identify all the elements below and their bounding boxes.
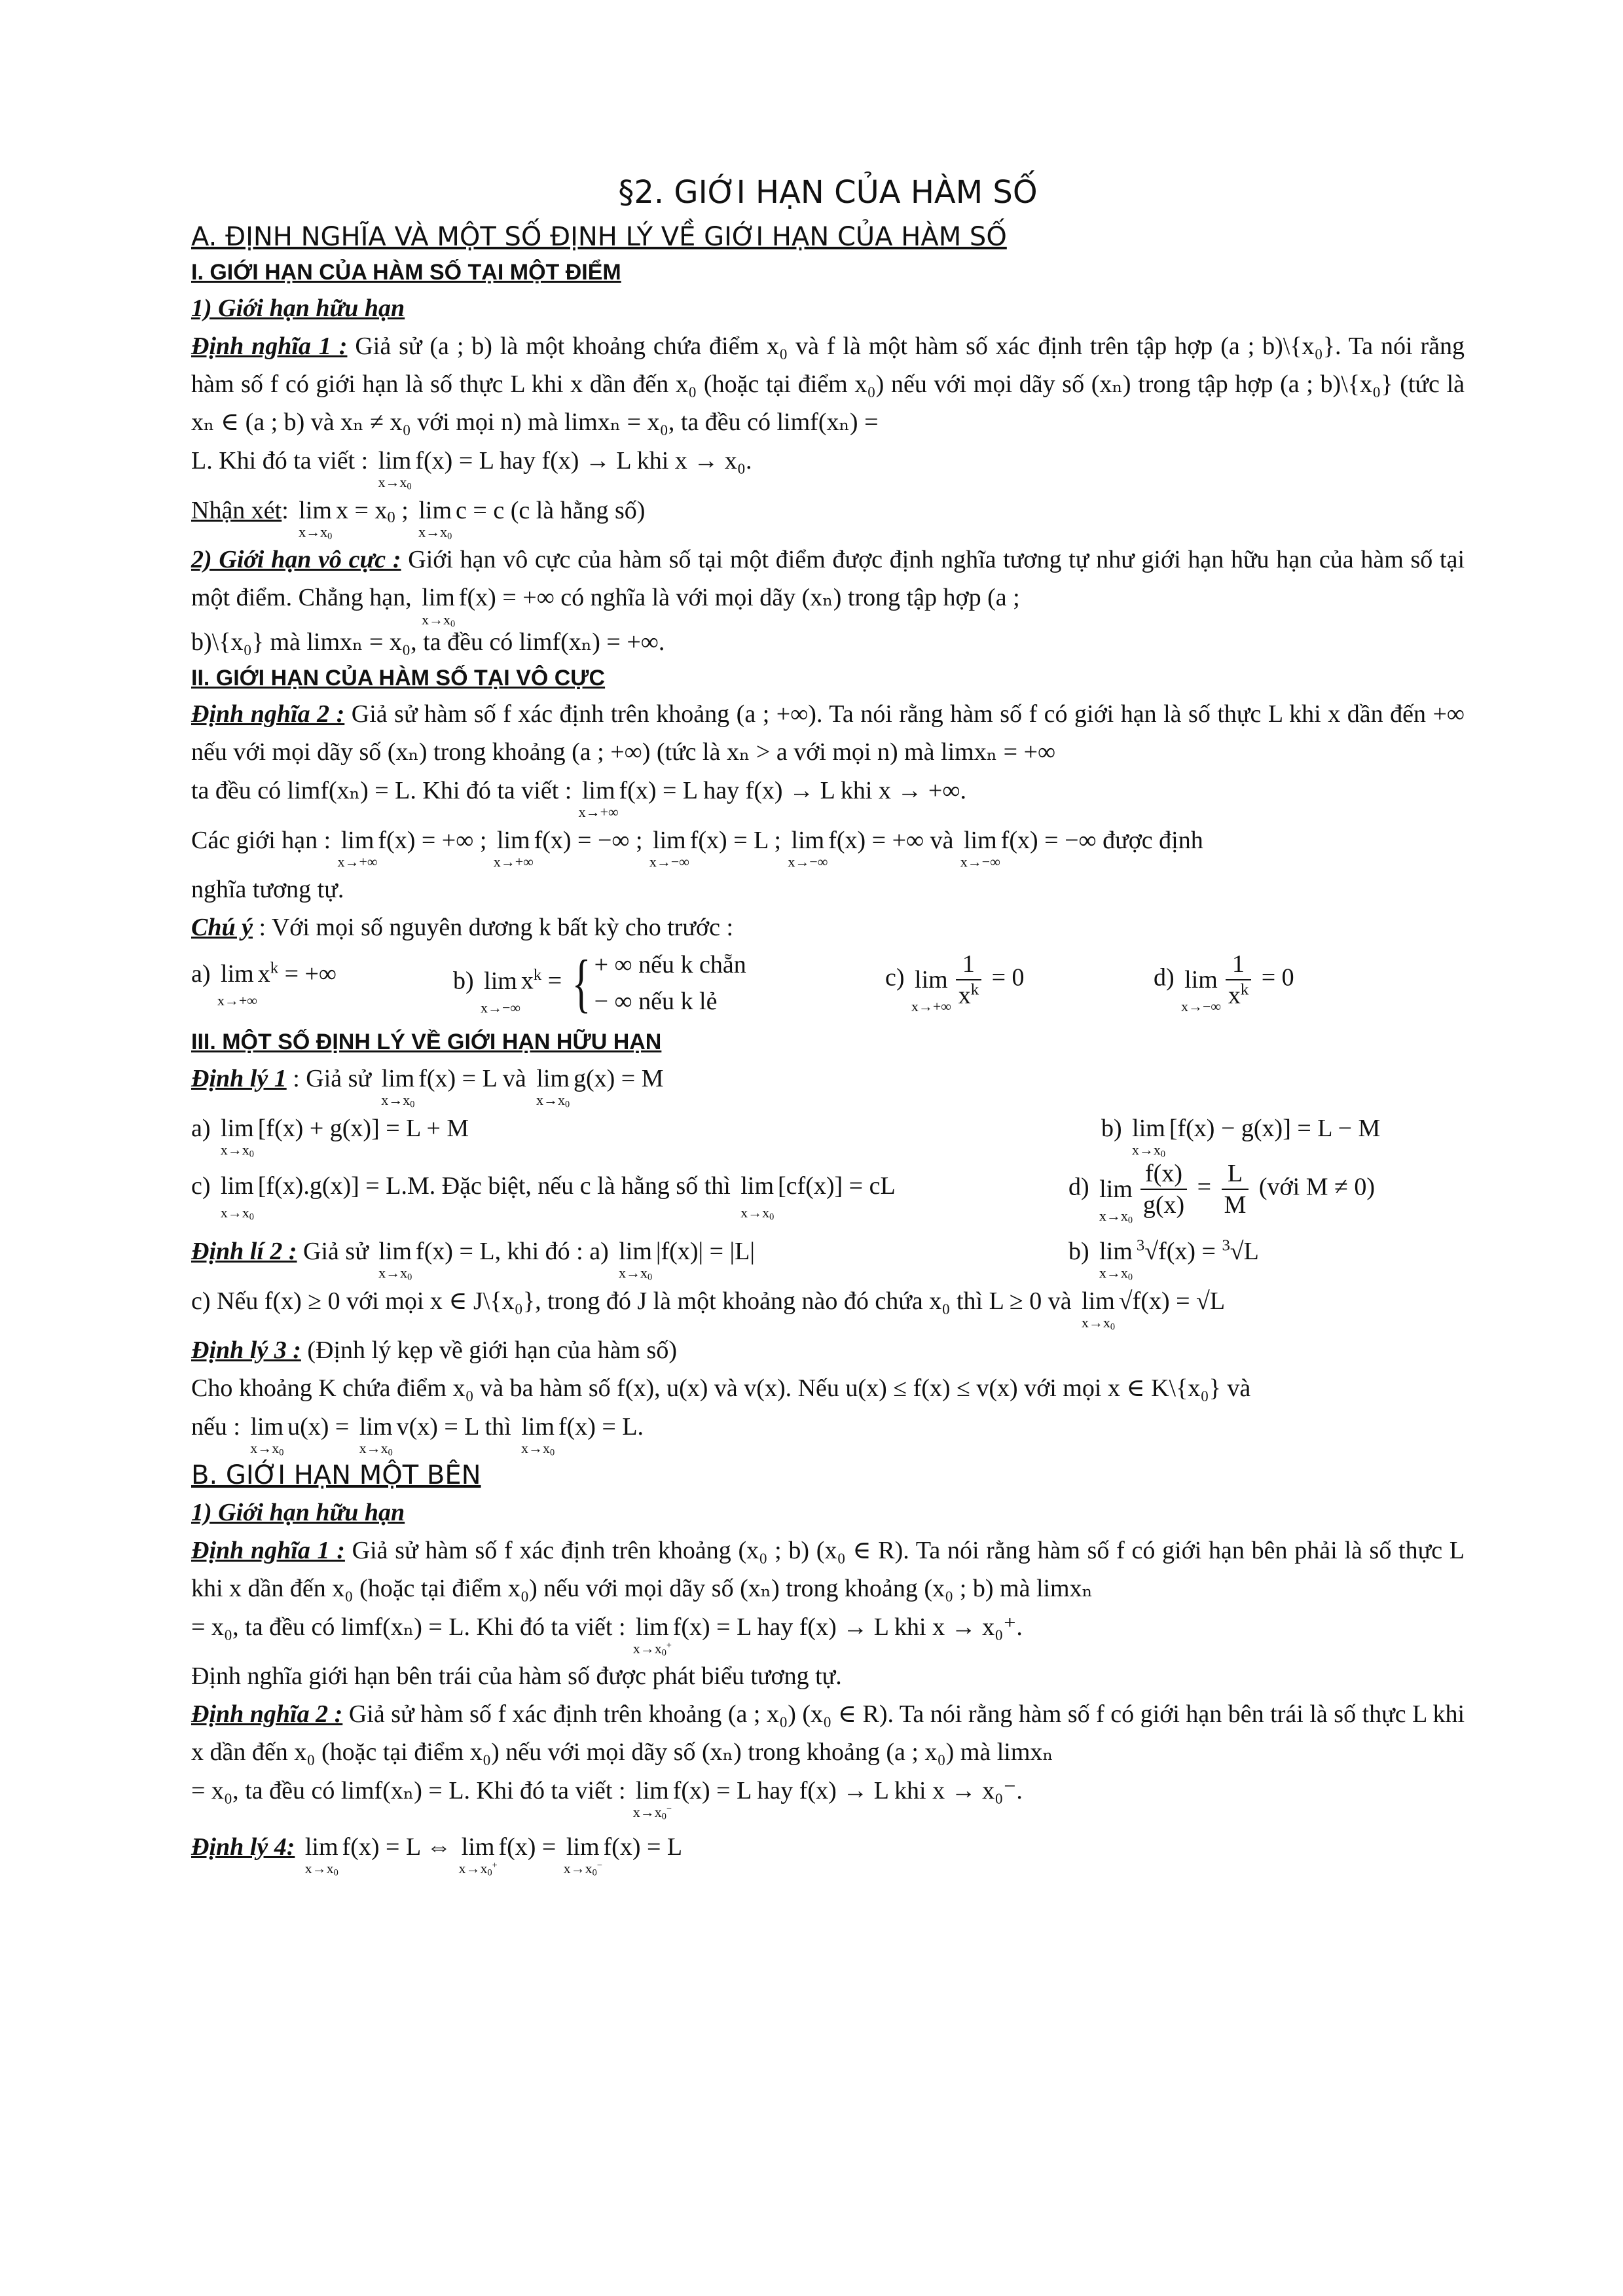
definition-1-label: Định nghĩa 1 : — [191, 332, 348, 360]
other-limits-end: được định — [1103, 827, 1203, 854]
lim-operator: lim $x\to x_0$ — [299, 497, 333, 542]
lim-operator: lim $x\to x_0$ — [359, 1413, 393, 1458]
theorem-2-text: Giả sử — [303, 1238, 369, 1265]
section-ii-heading: II. GIỚI HẠN CỦA HÀM SỐ TẠI VÔ CỰC — [191, 666, 606, 691]
lim-operator: lim $x\to x_0^-$ — [563, 1833, 602, 1878]
lim-operator: lim x→+∞ — [337, 827, 378, 870]
note-line — [191, 908, 1465, 946]
infinite-text-2: có nghĩa là với mọi dãy (xₙ) trong tập hợp (a ; — [560, 584, 1020, 611]
definition-b2 — [191, 1695, 1465, 1771]
lim-operator: lim $x\to x_0$ — [378, 447, 412, 492]
lim-operator: lim $x\to x_0$ — [304, 1833, 338, 1878]
theorem-1-special: . Đặc biệt, nếu c là hằng số thì — [429, 1172, 731, 1200]
infinite-limit-paragraph: 2) Giới hạn vô cực : Giới hạn vô cực của hàm số tại một điểm được định nghĩa tương tự như giới hạn hữu hạn của hàm số tại một điểm. Chẳng hạn, lim $x\to x_0$ f(x) = +∞ có nghĩa là với mọi dãy (xₙ) trong tập hợp (a ; — [191, 546, 1465, 630]
infinite-text-3: b)\{x₀} mà limxₙ = x₀, ta đều có limf(xₙ) = +∞. — [191, 628, 665, 656]
definition-b2-label: Định nghĩa 2 : — [191, 1700, 343, 1728]
definition-b1-tail-end: hay f(x) → L khi x → x₀⁺. — [757, 1613, 1023, 1641]
theorem-3-body: Cho khoảng K chứa điểm x₀ và ba hàm số f(x), u(x) và v(x). Nếu u(x) ≤ f(x) ≤ v(x) với mọi x ∈ K\{x₀} và — [191, 1374, 1251, 1402]
theorem-1-text: : Giả sử — [293, 1065, 372, 1092]
case-even: + ∞ nếu k chẵn — [594, 951, 746, 978]
theorem-2-label: Định lí 2 : — [191, 1238, 297, 1265]
theorem-3-lead: nếu : — [191, 1413, 240, 1441]
theorem-1-label: Định lý 1 — [191, 1065, 287, 1092]
content — [191, 171, 1465, 1877]
definition-b1-formula: = x₀, ta đều có limf(xₙ) = L. Khi đó ta viết : lim $x\to x_0^+$ f(x) = L hay f(x) → L khi x → x₀⁺. — [191, 1607, 1465, 1657]
infinite-text-1: Giới hạn vô cực của hàm số tại một điểm được định nghĩa tương tự như giới hạn hữu hạn của hàm số tại một điểm. Chẳng hạn, — [191, 546, 1465, 611]
lim-operator: lim x→−∞ — [480, 967, 521, 1016]
definition-b1-text: Giả sử hàm số f xác định trên khoảng (x₀ ; b) (x₀ ∈ R). Ta nói rằng hàm số f có giới hạn bên phải là số thực L khi x dần đến x₀ (hoặc tại điểm x₀) nếu với mọi dãy số (xₙ) trong khoảng (x₀ ; b) mà limxₙ — [191, 1537, 1465, 1602]
definition-2-formula: ta đều có limf(xₙ) = L. Khi đó ta viết : lim x→+∞ f(x) = L hay f(x) → L khi x → +∞. — [191, 771, 1465, 821]
fraction: $\frac{1}{x^k}$ — [1226, 949, 1251, 1011]
note-label: Chú ý — [191, 914, 253, 941]
definition-2-tail-end: hay f(x) → L khi x → +∞. — [703, 777, 966, 804]
cases — [594, 946, 746, 1020]
lim-operator: lim $x\to x_0^+$ — [458, 1833, 498, 1878]
theorem-3-mid: thì — [484, 1413, 511, 1441]
lim-operator: lim $x\to x_0^-$ — [632, 1777, 672, 1822]
theorem-2-then: , khi đó : a) — [494, 1238, 609, 1265]
definition-2-label: Định nghĩa 2 : — [191, 700, 345, 728]
lim-operator: lim x→+∞ — [911, 966, 951, 1014]
lim-operator: lim $x\to x_0$ — [378, 1238, 412, 1283]
power-limits-row: a) lim x→+∞ $x^k$ = +∞ b) lim x→−∞ $x^k$ = { + ∞ nếu k chẵn − ∞ nếu k lẻ c) lim x→+∞ $\frac{1}{x^k}$ = 0 d) lim x→−∞ $\frac{1}{x^k}$ = 0 — [191, 946, 1294, 1019]
note-text: : Với mọi số nguyên dương k bất kỳ cho trước : — [259, 914, 734, 941]
remark-label: Nhận xét — [191, 497, 282, 524]
lim-operator: lim $x\to x_0$ — [536, 1065, 570, 1110]
left-definition-note: Định nghĩa giới hạn bên trái của hàm số được phát biểu tương tự. — [191, 1662, 842, 1690]
section-b-title: B. GIỚI HẠN MỘT BÊN — [191, 1460, 481, 1490]
lim-operator: lim x→+∞ — [578, 777, 619, 820]
definition-2-text: Giả sử hàm số f xác định trên khoảng (a ; +∞). Ta nói rằng hàm số f có giới hạn là số thực L khi x dần đến +∞ nếu với mọi dãy số (xₙ) trong khoảng (a ; +∞) (tức là xₙ > a với mọi n) mà limxₙ = +∞ — [191, 700, 1465, 766]
lim-operator: lim $x\to x_0$ — [220, 1115, 254, 1160]
lim-operator: lim $x\to x_0$ — [521, 1413, 555, 1458]
theorem-1-and: và — [502, 1065, 526, 1092]
definition-b1-tail: = x₀, ta đều có limf(xₙ) = L. Khi đó ta viết : — [191, 1613, 626, 1641]
theorem-1-neq: (với M ≠ 0) — [1258, 1173, 1375, 1201]
lim-operator: lim x→+∞ — [217, 960, 257, 1009]
definition-2 — [191, 695, 1465, 771]
definition-1 — [191, 327, 1465, 441]
definition-b1 — [191, 1532, 1465, 1607]
other-limits-line: Các giới hạn : lim x→+∞ f(x) = +∞ ; lim x→+∞ f(x) = −∞ ; lim x→−∞ f(x) = L ; lim x→−∞ f(x) = +∞ và lim x→−∞ f(x) = −∞ được định — [191, 821, 1465, 870]
section-b-heading — [191, 1457, 1465, 1494]
lim-operator: lim $x\to x_0$ — [418, 497, 452, 542]
sub-heading-finite: 1) Giới hạn hữu hạn — [191, 295, 405, 322]
lim-operator: lim x→−∞ — [788, 827, 828, 870]
lim-operator: lim x→−∞ — [960, 827, 1000, 870]
lim-operator: lim $x\to x_0^+$ — [632, 1613, 672, 1659]
definition-b2-tail-end: hay f(x) → L khi x → x₀⁻. — [757, 1777, 1023, 1804]
theorem-2-c: c) Nếu f(x) ≥ 0 với mọi x ∈ J\{x₀}, trong đó J là một khoảng nào đó chứa x₀ thì L ≥ 0 và lim $x\to x_0$ √f(x) = √L — [191, 1282, 1465, 1331]
lim-operator: lim $x\to x_0$ — [1099, 1238, 1133, 1283]
lim-operator: lim $x\to x_0$ — [1131, 1115, 1166, 1160]
brace: { — [572, 946, 591, 1019]
fraction: $\frac{L}{M}$ — [1222, 1158, 1249, 1220]
fraction: $\frac{f(x)}{g(x)}$ — [1140, 1158, 1187, 1220]
definition-2-tail: ta đều có limf(xₙ) = L. Khi đó ta viết : — [191, 777, 572, 804]
theorem-1-ab: a) lim $x\to x_0$ [f(x) + g(x)] = L + M b) lim $x\to x_0$ [f(x) − g(x)] = L − M — [191, 1109, 1465, 1158]
lim-operator: lim $x\to x_0$ — [740, 1172, 775, 1223]
other-limits-lead: Các giới hạn : — [191, 827, 331, 854]
definition-b1-label: Định nghĩa 1 : — [191, 1537, 345, 1564]
lim-operator: lim $x\to x_0$ — [250, 1413, 284, 1458]
sub-heading-infinite: 2) Giới hạn vô cực : — [191, 546, 401, 573]
theorem-3-formula: nếu : lim $x\to x_0$ u(x) = lim $x\to x_0$ v(x) = L thì lim $x\to x_0$ f(x) = L. — [191, 1407, 1465, 1457]
theorem-3-line — [191, 1331, 1465, 1369]
remark-line: Nhận xét: lim $x\to x_0$ $x = x_0$ ; lim $x\to x_0$ c = c (c là hằng số) — [191, 491, 1465, 541]
other-limits-end-2: nghĩa tương tự. — [191, 876, 344, 903]
lim-operator: lim $x\to x_0$ — [421, 584, 456, 630]
lim-operator: lim x→−∞ — [1180, 966, 1222, 1014]
definition-1-formula: L. Khi đó ta viết : lim $x\to x_0$ f(x) = L hay f(x) → L khi x → x₀. — [191, 441, 1465, 491]
lim-operator: lim $x\to x_0$ — [381, 1065, 415, 1110]
lim-operator: lim x→+∞ — [493, 827, 534, 870]
section-a-heading: A. ĐỊNH NGHĨA VÀ MỘT SỐ ĐỊNH LÝ VỀ GIỚI HẠN CỦA HÀM SỐ — [191, 222, 1007, 252]
theorem-4-line: Định lý 4: lim $x\to x_0$ f(x) = L ⇔ lim $x\to x_0^+$ f(x) = lim $x\to x_0^-$ f(x) = L — [191, 1827, 1465, 1877]
theorem-4-label: Định lý 4: — [191, 1833, 295, 1861]
lim-operator: lim $x\to x_0$ — [1099, 1175, 1133, 1226]
theorem-2-line: Định lí 2 : Giả sử lim $x\to x_0$ f(x) = L, khi đó : a) lim $x\to x_0$ |f(x)| = |L| b) lim $x\to x_0$ $^3$√f(x) = $^3$√L — [191, 1232, 1465, 1282]
lim-operator: lim x→−∞ — [649, 827, 689, 870]
definition-1-text: Giả sử (a ; b) là một khoảng chứa điểm x₀ và f là một hàm số xác định trên tập hợp (a ; b)\{x₀}. Ta nói rằng hàm số f có giới hạn là số thực L khi x dần đến x₀ (hoặc tại điểm x₀) nếu với mọi dãy số (xₙ) trong tập hợp (a ; b)\{x₀} (tức là xₙ ∈ (a ; b) và xₙ ≠ x₀ với mọi n) mà limxₙ = x₀, ta đều có limf(xₙ) = — [191, 332, 1465, 436]
definition-b2-tail: = x₀, ta đều có limf(xₙ) = L. Khi đó ta viết : — [191, 1777, 626, 1804]
fraction: $\frac{1}{x^k}$ — [956, 949, 981, 1011]
sub-heading-b-finite: 1) Giới hạn hữu hạn — [191, 1499, 405, 1526]
theorem-2-c-text: c) Nếu f(x) ≥ 0 với mọi x ∈ J\{x₀}, trong đó J là một khoảng nào đó chứa x₀ thì L ≥ 0 và — [191, 1287, 1072, 1315]
theorem-1-line: Định lý 1 : Giả sử lim $x\to x_0$ f(x) = L và lim $x\to x_0$ g(x) = M — [191, 1059, 1465, 1109]
lim-operator: lim $x\to x_0$ — [619, 1238, 653, 1283]
lim-operator: lim $x\to x_0$ — [1081, 1287, 1116, 1333]
theorem-1-cd: c) lim $x\to x_0$ [f(x).g(x)] = L.M. Đặc biệt, nếu c là hằng số thì lim $x\to x_0$ [cf(x)] = cL d) lim $x\to x_0$ $\frac{f(x)}{g(x)}$ = $\frac{L}{M}$ (với M ≠ 0) — [191, 1160, 1375, 1226]
section-i-heading: I. GIỚI HẠN CỦA HÀM SỐ TẠI MỘT ĐIỂM — [191, 260, 621, 285]
definition-b2-text: Giả sử hàm số f xác định trên khoảng (a ; x₀) (x₀ ∈ R). Ta nói rằng hàm số f có giới hạn bên trái là số thực L khi x dần đến x₀ (hoặc tại điểm x₀) nếu với mọi dãy số (xₙ) trong khoảng (a ; x₀) mà limxₙ — [191, 1700, 1465, 1766]
case-odd: − ∞ nếu k lẻ — [594, 988, 718, 1015]
theorem-3-text: (Định lý kẹp về giới hạn của hàm số) — [307, 1336, 677, 1364]
definition-b2-formula: = x₀, ta đều có limf(xₙ) = L. Khi đó ta viết : lim $x\to x_0^-$ f(x) = L hay f(x) → L khi x → x₀⁻. — [191, 1771, 1465, 1821]
remark-text: (c là hằng số) — [510, 497, 646, 524]
definition-1-tail-end: hay f(x) → L khi x → x₀. — [500, 447, 752, 475]
lim-operator: lim $x\to x_0$ — [220, 1172, 254, 1223]
definition-1-tail: L. Khi đó ta viết : — [191, 447, 369, 475]
theorem-3-label: Định lý 3 : — [191, 1336, 301, 1364]
section-iii-heading: III. MỘT SỐ ĐỊNH LÝ VỀ GIỚI HẠN HỮU HẠN — [191, 1030, 662, 1054]
page-title: §2. GIỚI HẠN CỦA HÀM SỐ — [618, 174, 1038, 211]
